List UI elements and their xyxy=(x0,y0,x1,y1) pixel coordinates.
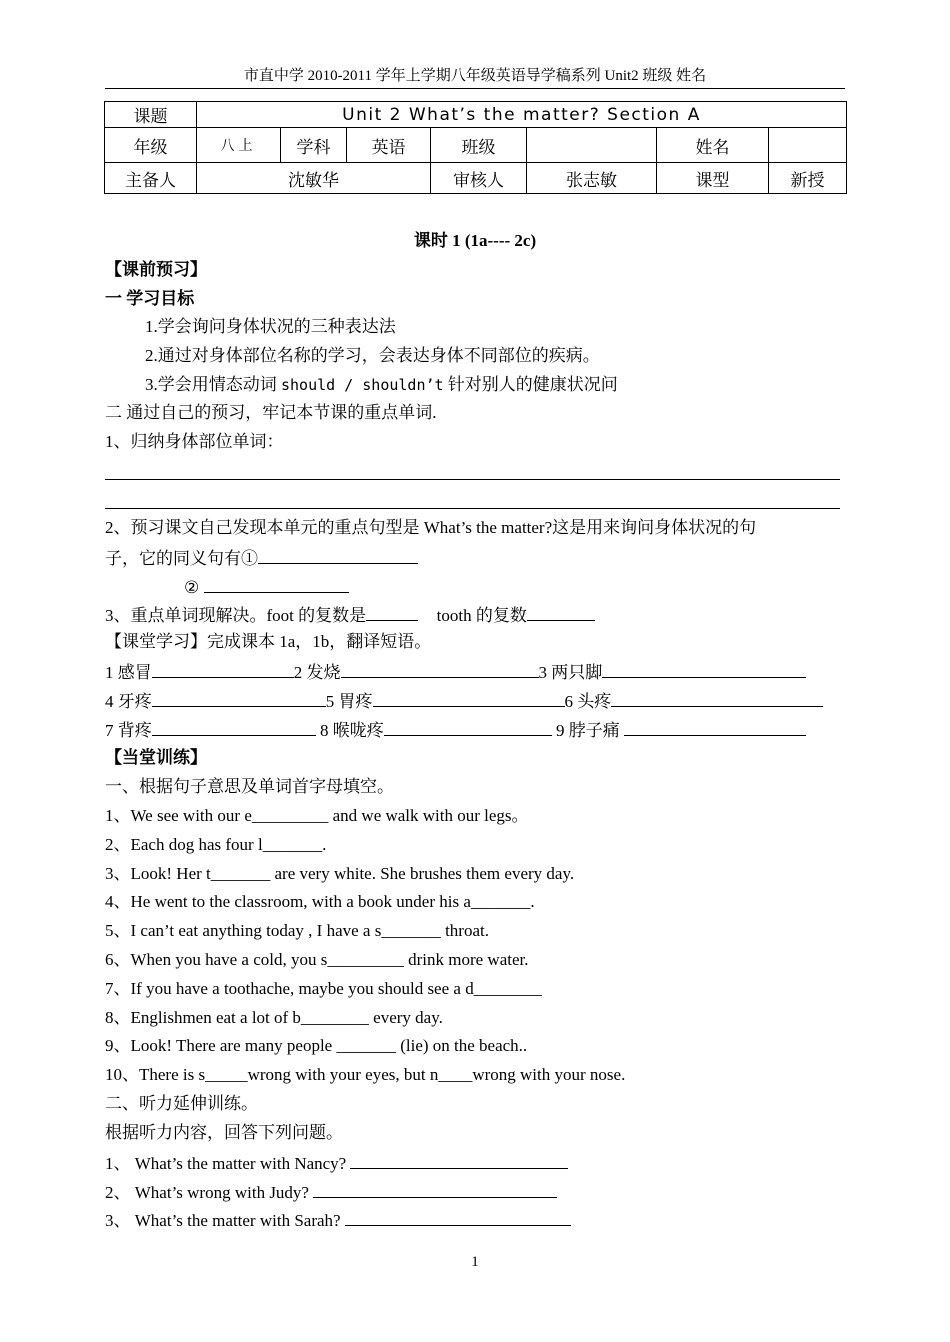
label-reviewer: 审核人 xyxy=(431,163,527,194)
question-7: 7、If you have a toothache, maybe you should see a d________ xyxy=(105,979,542,998)
listening-1-question: 1、 What’s the matter with Nancy? xyxy=(105,1154,347,1173)
phrase-blank-6[interactable] xyxy=(611,688,823,707)
synonym-blank-1[interactable] xyxy=(258,545,418,564)
goal-1: 1.学会询问身体状况的三种表达法 xyxy=(145,317,396,336)
question-9: 9、Look! There are many people _______ (lie) on the beach.. xyxy=(105,1036,528,1055)
question-6: 6、When you have a cold, you s_________ drink more water. xyxy=(105,950,529,969)
item-2-line-1: 2、预习课文自己发现本单元的重点句型是 What’s the matter?这是用来询问身体状况的句 xyxy=(105,518,757,537)
listening-2-question: 2、 What’s wrong with Judy? xyxy=(105,1183,309,1202)
label-subject: 学科 xyxy=(281,128,347,163)
running-header: 市直中学 2010-2011 学年上学期八年级英语导学稿系列 Unit2 班级 姓名 xyxy=(243,68,707,84)
item-3-text-a: 3、重点单词现解决。foot 的复数是 xyxy=(105,606,367,625)
question-2: 2、Each dog has four l_______. xyxy=(105,835,327,854)
classwork-instruction: 完成课本 1a，1b，翻译短语。 xyxy=(207,632,432,651)
listening-3-answer[interactable] xyxy=(345,1207,571,1226)
classwork-heading xyxy=(105,630,431,654)
question-5: 5、I can’t eat anything today , I have a s_______ throat. xyxy=(105,921,489,940)
listening-3 xyxy=(105,1207,571,1233)
phrase-blank-1[interactable] xyxy=(152,659,294,678)
phrase-blank-9[interactable] xyxy=(624,717,806,736)
listening-1 xyxy=(105,1150,568,1176)
label-name: 姓名 xyxy=(657,128,769,163)
phrase-blank-7[interactable] xyxy=(152,717,316,736)
phrase-row-2 xyxy=(105,688,823,714)
question-4: 4、He went to the classroom, with a book under his a_______. xyxy=(105,892,535,911)
item-2-line-2 xyxy=(105,545,418,571)
phrase-row-1 xyxy=(105,659,806,685)
part-2-instruction: 根据听力内容，回答下列问题。 xyxy=(105,1123,343,1142)
page-number: 1 xyxy=(471,1254,479,1270)
goal-3 xyxy=(145,373,618,397)
part-1-title: 一、根据句子意思及单词首字母填空。 xyxy=(105,777,394,796)
phrase-3: 3 两只脚 xyxy=(538,663,603,682)
item-3-text-b: tooth 的复数 xyxy=(436,606,527,625)
goal-3-text-b: 针对别人的健康状况问 xyxy=(447,375,618,394)
phrase-blank-5[interactable] xyxy=(373,688,565,707)
phrase-7: 7 背疼 xyxy=(105,721,152,740)
label-type: 课型 xyxy=(657,163,769,194)
phrase-blank-4[interactable] xyxy=(152,688,326,707)
phrase-2: 2 发烧 xyxy=(293,663,341,682)
listening-2-answer[interactable] xyxy=(313,1179,557,1198)
answer-line-1[interactable] xyxy=(105,479,840,480)
phrase-blank-3[interactable] xyxy=(602,659,806,678)
answer-line-2[interactable] xyxy=(105,508,840,509)
topic-title: Unit 2 What’s the matter? Section A xyxy=(197,102,847,128)
item-2-line-3 xyxy=(184,574,349,600)
phrase-blank-8[interactable] xyxy=(384,717,552,736)
goal-3-text-a: 3.学会用情态动词 xyxy=(145,375,277,394)
listening-1-answer[interactable] xyxy=(350,1150,568,1169)
tooth-plural-blank[interactable] xyxy=(527,602,595,621)
part-2-title: 二、听力延伸训练。 xyxy=(105,1094,258,1113)
grade-value: 八上 xyxy=(197,128,281,163)
type-value: 新授 xyxy=(769,163,847,194)
class-value[interactable] xyxy=(527,128,657,163)
practice-heading: 【当堂训练】 xyxy=(105,748,207,767)
question-1: 1、We see with our e_________ and we walk with our legs。 xyxy=(105,806,529,825)
item-2-text: 子，它的同义句有① xyxy=(105,549,258,568)
listening-3-question: 3、 What’s the matter with Sarah? xyxy=(105,1211,341,1230)
header-rule xyxy=(105,88,845,89)
phrase-6: 6 头疼 xyxy=(564,692,612,711)
lesson-title: 课时 1 (1a---- 2c) xyxy=(413,231,537,250)
label-grade: 年级 xyxy=(105,128,197,163)
goal-2: 2.通过对身体部位名称的学习，会表达身体不同部位的疾病。 xyxy=(145,346,600,365)
synonym-blank-2[interactable] xyxy=(204,574,349,593)
goal-3-modal-verbs: should / shouldn’t xyxy=(281,376,444,394)
phrase-5: 5 胃疼 xyxy=(325,692,373,711)
phrase-1: 1 感冒 xyxy=(105,663,152,682)
item-1: 1、归纳身体部位单词： xyxy=(105,432,284,451)
preview-heading: 【课前预习】 xyxy=(105,260,207,279)
question-3: 3、Look! Her t_______ are very white. She brushes them every day. xyxy=(105,864,575,883)
foot-plural-blank[interactable] xyxy=(366,602,418,621)
author-value: 沈敏华 xyxy=(197,163,431,194)
listening-2 xyxy=(105,1179,557,1205)
phrase-8: 8 喉咙疼 xyxy=(320,721,384,740)
phrase-blank-2[interactable] xyxy=(341,659,539,678)
phrase-9: 9 脖子痛 xyxy=(556,721,620,740)
goals-heading: 一 学习目标 xyxy=(105,289,195,308)
circled-2: ② xyxy=(184,578,200,597)
subject-value: 英语 xyxy=(347,128,431,163)
info-table xyxy=(104,101,847,194)
name-value[interactable] xyxy=(769,128,847,163)
classwork-bracket: 【课堂学习】 xyxy=(105,632,207,651)
section-2-heading: 二 通过自己的预习，牢记本节课的重点单词. xyxy=(105,403,437,422)
item-3 xyxy=(105,602,595,628)
label-topic: 课题 xyxy=(105,102,197,128)
phrase-4: 4 牙疼 xyxy=(105,692,152,711)
label-class: 班级 xyxy=(431,128,527,163)
question-8: 8、Englishmen eat a lot of b________ every day. xyxy=(105,1008,443,1027)
question-10: 10、There is s_____wrong with your eyes, but n____wrong with your nose. xyxy=(105,1065,626,1084)
label-author: 主备人 xyxy=(105,163,197,194)
reviewer-value: 张志敏 xyxy=(527,163,657,194)
phrase-row-3 xyxy=(105,717,806,743)
